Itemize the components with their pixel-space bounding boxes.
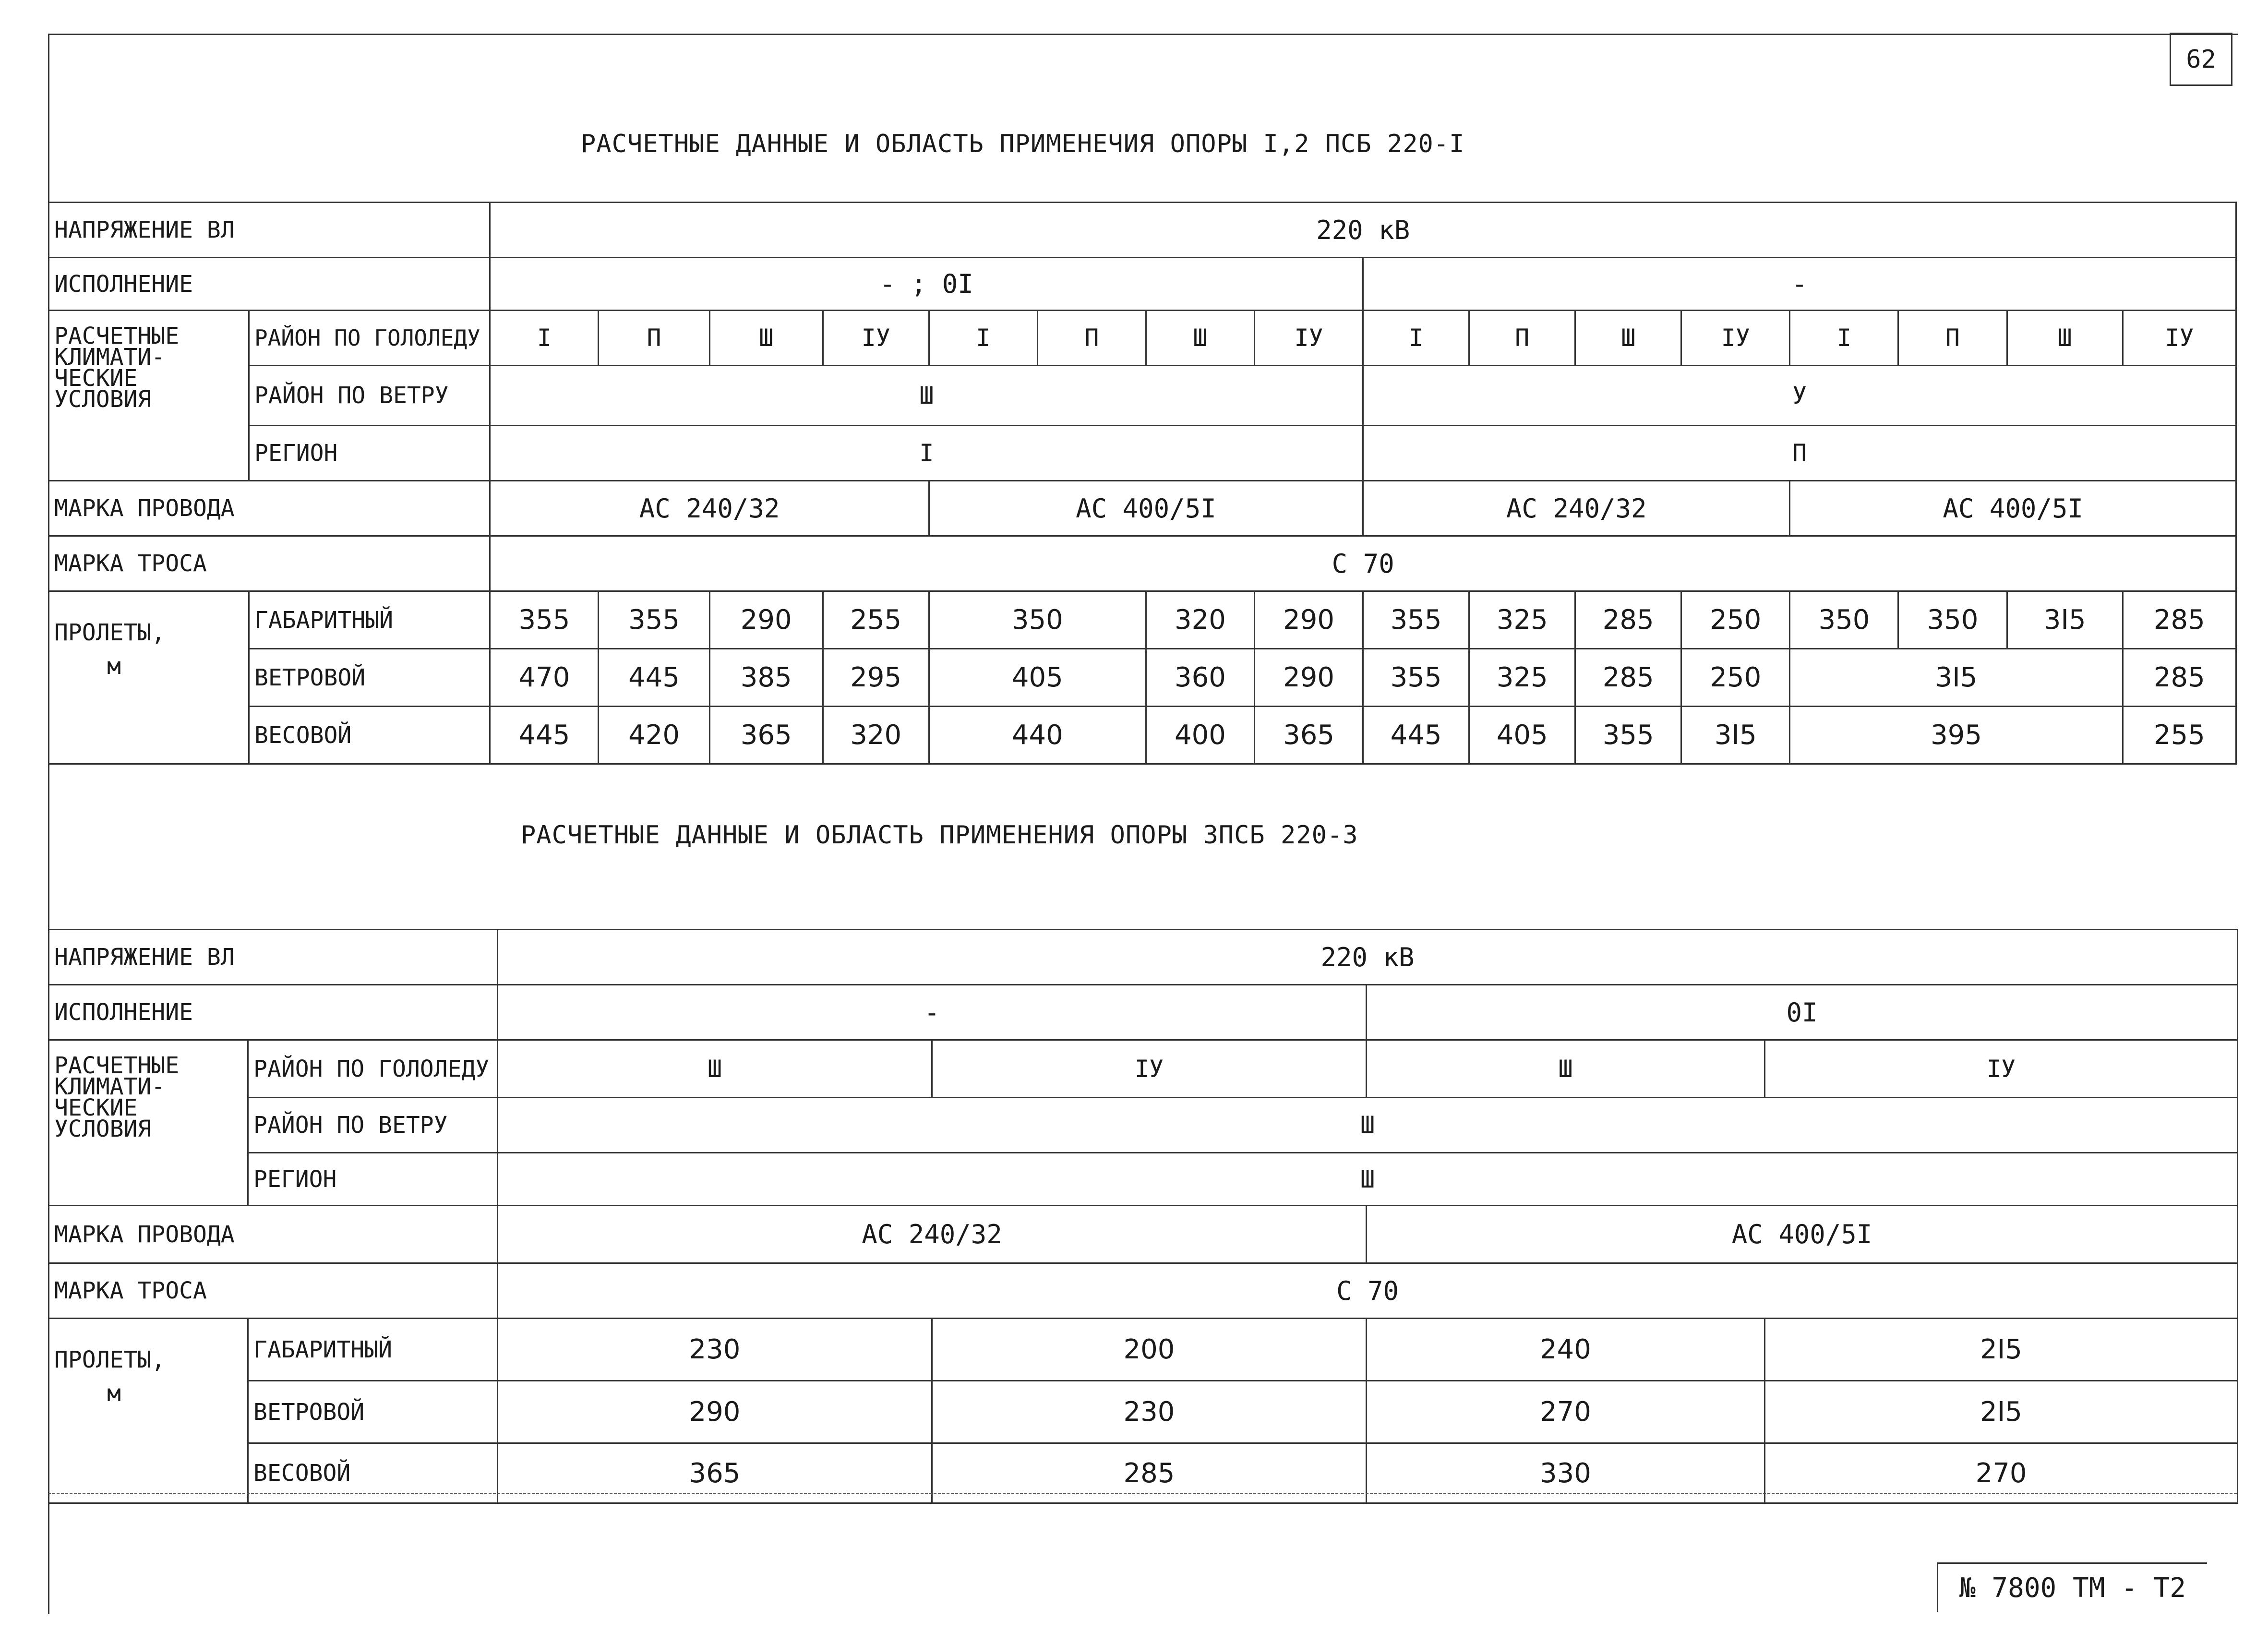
page-number: 62 [2170,33,2232,86]
wind-span-value: 355 [1363,649,1469,707]
ice-value: Ш [2007,311,2123,366]
wind-row [49,1098,2238,1153]
wind-span-value: 405 [929,649,1146,707]
weight-value: 3I5 [1681,707,1790,764]
ice-value: I [1363,311,1469,366]
gabarit-row [49,1319,2238,1381]
table1 [48,202,2237,765]
table2 [48,929,2238,1504]
spans-unit: м [107,653,121,680]
ice-value: Ш [1367,1040,1765,1098]
gabarit-value: 230 [498,1319,932,1381]
wind-value: Ш [490,366,1363,426]
voltage-value: 220 кВ [490,203,2236,258]
weight-value: 365 [1255,707,1363,764]
ice-value: Ш [1575,311,1681,366]
wind-value: У [1363,366,2236,426]
gabarit-value: 320 [1146,591,1254,649]
gabarit-value: 2I5 [1765,1319,2238,1381]
execution-value: 0I [1367,985,2238,1040]
gabarit-row [49,591,2236,649]
ice-value: IУ [1681,311,1790,366]
gabarit-value: 3I5 [2007,591,2123,649]
weight-value: 400 [1146,707,1254,764]
wind-span-value: 295 [823,649,929,707]
document-code: № 7800 ТМ - Т2 [1937,1562,2207,1612]
wind-span-value: 290 [498,1381,932,1443]
weight-value: 285 [932,1443,1367,1503]
ice-label: РАЙОН ПО ГОЛОЛЕДУ [248,1040,498,1098]
weight-value: 255 [2123,707,2236,764]
spans-label [49,1319,248,1503]
gabarit-value: 290 [709,591,823,649]
weight-value: 445 [490,707,599,764]
ice-row [49,311,2236,366]
gabarit-value: 290 [1255,591,1363,649]
wire-value: АС 400/5I [929,481,1363,536]
table2-title: РАСЧЕТНЫЕ ДАННЫЕ И ОБЛАСТЬ ПРИМЕНЕНИЯ ОПОРЫ 3ПСБ 220-3 [521,821,1358,850]
voltage-label: НАПРЯЖЕНИЕ ВЛ [49,203,490,258]
weight-value: 420 [599,707,709,764]
execution-row [49,258,2236,311]
gabarit-label: ГАБАРИТНЫЙ [248,1319,498,1381]
wind-span-value: 270 [1367,1381,1765,1443]
gabarit-value: 285 [2123,591,2236,649]
spans-label-text: ПРОЛЕТЫ, [54,1346,166,1373]
gabarit-value: 285 [1575,591,1681,649]
ice-value: П [1469,311,1575,366]
gabarit-value: 255 [823,591,929,649]
wind-span-value: 325 [1469,649,1575,707]
region-row [49,426,2236,481]
gabarit-value: 250 [1681,591,1790,649]
wind-span-value: 2I5 [1765,1381,2238,1443]
ice-value: I [490,311,599,366]
wind-value: Ш [498,1098,2238,1153]
cable-label: МАРКА ТРОСА [49,536,490,591]
weight-label: ВЕСОВОЙ [249,707,490,764]
bottom-divider [48,1493,2237,1494]
execution-value: - [1363,258,2236,311]
wind-span-value: 445 [599,649,709,707]
gabarit-value: 200 [932,1319,1367,1381]
weight-value: 270 [1765,1443,2238,1503]
wind-span-value: 360 [1146,649,1254,707]
region-label: РЕГИОН [248,1153,498,1206]
weight-value: 395 [1790,707,2123,764]
gabarit-value: 325 [1469,591,1575,649]
ice-value: IУ [2123,311,2236,366]
execution-label: ИСПОЛНЕНИЕ [49,985,498,1040]
weight-value: 330 [1367,1443,1765,1503]
ice-value: IУ [1255,311,1363,366]
voltage-row [49,203,2236,258]
ice-value: I [1790,311,1898,366]
wire-value: АС 240/32 [1363,481,1790,536]
cable-value: С 70 [490,536,2236,591]
weight-value: 365 [709,707,823,764]
wind-span-value: 290 [1255,649,1363,707]
ice-value: Ш [498,1040,932,1098]
spans-unit: м [107,1380,121,1407]
weight-row [49,707,2236,764]
execution-value: - [498,985,1367,1040]
wind-span-value: 250 [1681,649,1790,707]
wire-value: АС 240/32 [498,1206,1367,1263]
region-row [49,1153,2238,1206]
ice-value: П [1037,311,1146,366]
execution-value: - ; 0I [490,258,1363,311]
execution-row [49,985,2238,1040]
wire-value: АС 400/5I [1790,481,2236,536]
spans-label [49,591,249,764]
region-value: П [1363,426,2236,481]
wind-span-row [49,1381,2238,1443]
weight-value: 355 [1575,707,1681,764]
weight-value: 445 [1363,707,1469,764]
ice-value: I [929,311,1037,366]
wind-span-value: 230 [932,1381,1367,1443]
wind-span-value: 285 [2123,649,2236,707]
execution-label: ИСПОЛНЕНИЕ [49,258,490,311]
wind-span-label: ВЕТРОВОЙ [248,1381,498,1443]
climate-label: РАСЧЕТНЫЕ КЛИМАТИ-ЧЕСКИЕ УСЛОВИЯ [49,1040,248,1206]
wire-label: МАРКА ПРОВОДА [49,481,490,536]
ice-value: IУ [823,311,929,366]
ice-value: П [1898,311,2007,366]
ice-value: П [599,311,709,366]
wind-span-row [49,649,2236,707]
wind-span-label: ВЕТРОВОЙ [249,649,490,707]
wind-span-value: 285 [1575,649,1681,707]
gabarit-value: 355 [599,591,709,649]
voltage-label: НАПРЯЖЕНИЕ ВЛ [49,930,498,985]
region-value: I [490,426,1363,481]
gabarit-value: 240 [1367,1319,1765,1381]
weight-value: 405 [1469,707,1575,764]
ice-row [49,1040,2238,1098]
gabarit-value: 350 [929,591,1146,649]
wind-span-value: 470 [490,649,599,707]
weight-value: 320 [823,707,929,764]
wire-row [49,1206,2238,1263]
wire-value: АС 400/5I [1367,1206,2238,1263]
gabarit-value: 355 [1363,591,1469,649]
wire-row [49,481,2236,536]
gabarit-value: 355 [490,591,599,649]
wire-value: АС 240/32 [490,481,929,536]
wind-label: РАЙОН ПО ВЕТРУ [248,1098,498,1153]
voltage-value: 220 кВ [498,930,2238,985]
weight-label: ВЕСОВОЙ [248,1443,498,1503]
wind-span-value: 385 [709,649,823,707]
ice-label: РАЙОН ПО ГОЛОЛЕДУ [249,311,490,366]
climate-label: РАСЧЕТНЫЕ КЛИМАТИ-ЧЕСКИЕ УСЛОВИЯ [49,311,249,481]
wind-span-value: 3I5 [1790,649,2123,707]
gabarit-value: 350 [1898,591,2007,649]
region-value: Ш [498,1153,2238,1206]
wind-row [49,366,2236,426]
spans-label-text: ПРОЛЕТЫ, [54,619,166,646]
ice-value: Ш [1146,311,1254,366]
gabarit-value: 350 [1790,591,1898,649]
ice-value: IУ [932,1040,1367,1098]
cable-row [49,536,2236,591]
wire-label: МАРКА ПРОВОДА [49,1206,498,1263]
ice-value: IУ [1765,1040,2238,1098]
cable-label: МАРКА ТРОСА [49,1263,498,1319]
table1-title: РАСЧЕТНЫЕ ДАННЫЕ И ОБЛАСТЬ ПРИМЕНЕЧИЯ ОПОРЫ I,2 ПСБ 220-I [581,130,1465,158]
wind-label: РАЙОН ПО ВЕТРУ [249,366,490,426]
gabarit-label: ГАБАРИТНЫЙ [249,591,490,649]
weight-value: 440 [929,707,1146,764]
ice-value: Ш [709,311,823,366]
weight-value: 365 [498,1443,932,1503]
region-label: РЕГИОН [249,426,490,481]
cable-value: С 70 [498,1263,2238,1319]
cable-row [49,1263,2238,1319]
voltage-row [49,930,2238,985]
